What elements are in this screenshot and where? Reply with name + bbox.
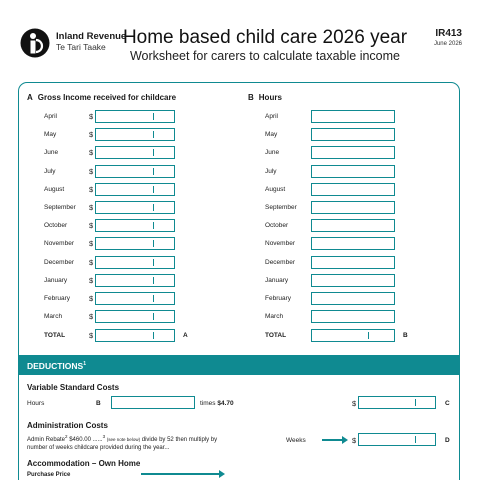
admin-costs-heading: Administration Costs (27, 421, 108, 430)
result-c-letter: C (445, 400, 450, 407)
section-a-letter: A (27, 93, 33, 102)
hours-month-field[interactable] (311, 274, 395, 287)
variable-costs-heading: Variable Standard Costs (27, 383, 120, 392)
hours-month-field[interactable] (311, 256, 395, 269)
section-b-heading (248, 93, 282, 102)
form-header (0, 0, 480, 80)
form-date: June 2026 (433, 41, 462, 47)
income-month-field[interactable] (95, 237, 175, 250)
hours-month-label: January (265, 276, 289, 284)
section-b-letter: B (248, 93, 254, 102)
income-month-label: November (44, 240, 74, 248)
income-currency: $ (89, 294, 94, 303)
income-currency: $ (89, 184, 94, 194)
income-month-label: January (44, 276, 68, 284)
income-month-field[interactable] (95, 310, 175, 323)
income-month-field[interactable] (95, 165, 175, 178)
total-a-field[interactable] (95, 329, 175, 342)
income-currency: $ (89, 130, 94, 140)
hours-month-label: June (265, 149, 280, 157)
income-currency: $ (89, 148, 94, 158)
admin-result-field[interactable] (358, 433, 436, 446)
deductions-footnote: 1 (83, 361, 86, 368)
variable-currency: $ (352, 399, 357, 408)
admin-footnote-3: 3 (102, 434, 106, 439)
section-b-title: Hours (258, 93, 282, 102)
org-maori-name: Te Tari Taake (56, 42, 106, 52)
inland-revenue-logo-icon (20, 28, 50, 58)
hours-month-field[interactable] (311, 292, 395, 305)
admin-rebate-dots: ...... (92, 437, 103, 443)
weeks-label: Weeks (286, 437, 306, 444)
form-number: IR413 (435, 28, 462, 39)
hours-month-field[interactable] (311, 219, 395, 232)
hours-month-field[interactable] (311, 128, 395, 141)
income-month-label: May (44, 131, 57, 139)
hours-label: Hours (27, 400, 45, 407)
hours-month-field[interactable] (311, 183, 395, 196)
hours-month-field[interactable] (311, 201, 395, 214)
hours-month-label: May (265, 131, 278, 139)
income-month-field[interactable] (95, 274, 175, 287)
hours-month-field[interactable] (311, 110, 395, 123)
income-currency: $ (89, 203, 94, 212)
income-month-field[interactable] (95, 219, 175, 232)
variable-result-field[interactable] (358, 396, 436, 409)
income-month-field[interactable] (95, 201, 175, 214)
hours-month-label: September (265, 204, 297, 211)
income-month-label: September (44, 204, 76, 211)
admin-footnote-2: 2 (65, 434, 68, 439)
income-month-field[interactable] (95, 256, 175, 269)
total-b-field[interactable] (311, 329, 395, 342)
times-text (200, 400, 234, 407)
hours-month-label: October (265, 222, 289, 230)
total-b-letter: B (403, 332, 408, 339)
income-month-field[interactable] (95, 292, 175, 305)
admin-description (27, 433, 287, 452)
income-month-field[interactable] (95, 128, 175, 141)
total-a-currency: $ (89, 331, 94, 340)
admin-rebate-prefix: Admin Rebate (27, 437, 66, 443)
times-word: times (200, 400, 216, 407)
hours-month-field[interactable] (311, 237, 395, 250)
income-month-label: August (44, 185, 65, 193)
income-month-label: July (44, 167, 56, 175)
variable-hours-field[interactable] (111, 396, 195, 409)
section-a-heading (27, 93, 176, 102)
accommodation-heading: Accommodation – Own Home (27, 459, 141, 468)
hours-month-field[interactable] (311, 310, 395, 323)
income-currency: $ (89, 239, 94, 249)
admin-rebate-line2: number of weeks childcare provided during the year... (27, 444, 170, 451)
income-month-label: December (44, 258, 74, 266)
section-a-title: Gross Income received for childcare (37, 93, 177, 102)
income-month-field[interactable] (95, 146, 175, 159)
income-month-label: June (44, 149, 59, 157)
hourly-rate: $4.70 (217, 400, 234, 407)
logo-text (56, 31, 126, 53)
hours-month-label: April (265, 113, 279, 120)
deductions-bar (19, 355, 459, 375)
income-currency: $ (89, 312, 94, 322)
hours-month-label: February (265, 295, 292, 302)
income-month-field[interactable] (95, 110, 175, 123)
income-month-field[interactable] (95, 183, 175, 196)
total-a-label: TOTAL (44, 332, 66, 339)
total-a-letter: A (183, 332, 188, 339)
worksheet-panel (18, 82, 460, 480)
hours-month-label: August (265, 185, 286, 193)
purchase-price-label: Purchase Price (27, 472, 71, 478)
weeks-arrow-icon (322, 439, 344, 441)
hours-month-label: November (265, 240, 295, 248)
total-b-label: TOTAL (265, 332, 287, 339)
income-currency: $ (89, 112, 94, 121)
income-currency: $ (89, 166, 94, 176)
hours-month-label: December (265, 258, 295, 266)
income-month-label: February (44, 295, 71, 302)
admin-note: (see note below) (106, 437, 141, 442)
org-name: Inland Revenue (56, 31, 127, 42)
admin-rebate-suffix: divide by 52 then multiply by (141, 437, 218, 443)
page-title: Home based child care 2026 year (122, 27, 408, 48)
income-currency: $ (89, 275, 94, 285)
income-currency: $ (89, 257, 94, 267)
income-month-label: March (44, 313, 63, 321)
purchase-arrow-icon (141, 473, 221, 475)
hours-month-field[interactable] (311, 165, 395, 178)
hours-b-ref: B (96, 400, 101, 407)
income-month-label: October (44, 222, 68, 230)
admin-currency: $ (352, 436, 357, 445)
hours-month-label: March (265, 313, 284, 321)
income-currency: $ (89, 221, 94, 231)
result-d-letter: D (445, 437, 450, 444)
page-subtitle: Worksheet for carers to calculate taxable income (129, 49, 401, 63)
hours-month-label: July (265, 167, 277, 175)
income-month-label: April (44, 113, 58, 120)
deductions-heading: DEDUCTIONS (27, 361, 84, 371)
hours-month-field[interactable] (311, 146, 395, 159)
admin-rebate-amount: $460.00 (69, 437, 91, 443)
